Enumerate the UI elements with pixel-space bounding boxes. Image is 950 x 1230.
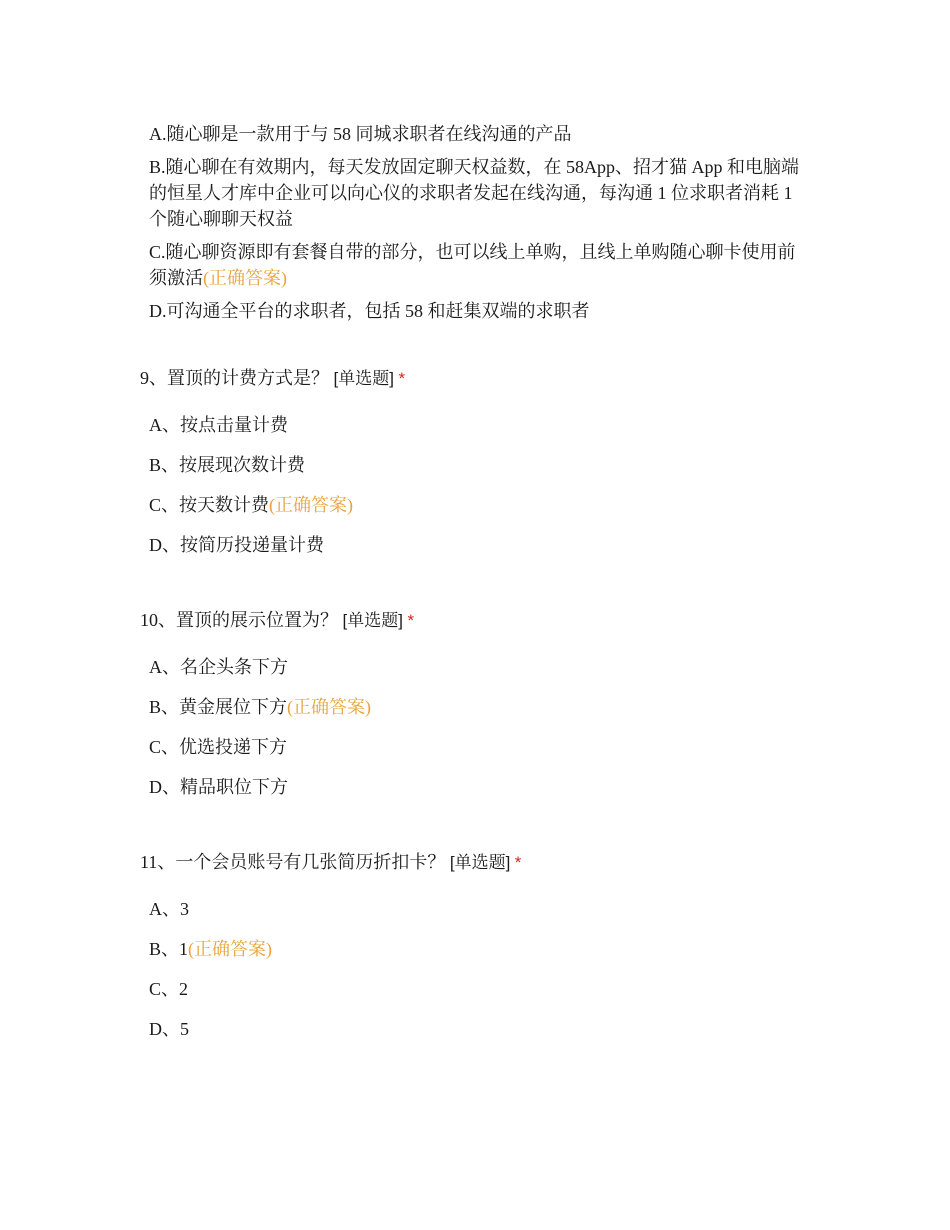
- option-a: [149, 654, 820, 680]
- question-title: [140, 365, 820, 392]
- question-text: 9、置顶的计费方式是？: [140, 368, 329, 388]
- option-b: [149, 694, 820, 720]
- required-mark: *: [407, 611, 415, 630]
- question-9: [140, 365, 820, 572]
- option-d: [149, 298, 809, 324]
- question-11: [140, 849, 820, 1056]
- required-mark: *: [398, 369, 406, 388]
- previous-question-options: [149, 121, 809, 331]
- option-label: D、5: [149, 1019, 189, 1039]
- option-d: [149, 774, 820, 800]
- option-a: [149, 121, 809, 147]
- option-c: [149, 492, 820, 518]
- option-label: A、按点击量计费: [149, 415, 288, 435]
- option-label: B、1: [149, 939, 189, 959]
- option-b: [149, 936, 820, 962]
- option-label: B、黄金展位下方: [149, 697, 288, 717]
- question-text: 10、置顶的展示位置为？: [140, 610, 338, 630]
- option-a: [149, 412, 820, 438]
- option-label: C.随心聊资源即有套餐自带的部分，也可以线上单购，且线上单购随心聊卡使用前须激活: [149, 242, 796, 288]
- option-label: B.随心聊在有效期内，每天发放固定聊天权益数，在 58App、招才猫 App 和电脑端的恒星人才库中企业可以向心仪的求职者发起在线沟通，每沟通 1 位求职者消耗 1 个随心聊聊天权益: [149, 157, 800, 229]
- question-title: [140, 849, 820, 876]
- correct-answer-tag: (正确答案): [287, 697, 372, 717]
- option-c: [149, 976, 820, 1002]
- question-type: [单选题]: [449, 853, 511, 872]
- option-label: D.可沟通全平台的求职者，包括 58 和赶集双端的求职者: [149, 301, 590, 321]
- option-b: [149, 154, 809, 232]
- question-type: [单选题]: [342, 611, 403, 630]
- correct-answer-tag: (正确答案): [188, 939, 273, 959]
- question-type: [单选题]: [333, 369, 394, 388]
- option-label: C、优选投递下方: [149, 737, 288, 757]
- option-d: [149, 532, 820, 558]
- option-label: A.随心聊是一款用于与 58 同城求职者在线沟通的产品: [149, 124, 572, 144]
- question-text: 11、一个会员账号有几张简历折扣卡？: [140, 852, 446, 872]
- option-label: A、名企头条下方: [149, 657, 288, 677]
- option-c: [149, 734, 820, 760]
- option-b: [149, 452, 820, 478]
- option-c: [149, 239, 809, 291]
- option-label: B、按展现次数计费: [149, 455, 306, 475]
- option-label: C、按天数计费: [149, 495, 270, 515]
- option-d: [149, 1016, 820, 1042]
- required-mark: *: [514, 853, 522, 872]
- option-label: C、2: [149, 979, 189, 999]
- option-a: [149, 896, 820, 922]
- question-title: [140, 607, 820, 634]
- question-10: [140, 607, 820, 814]
- option-label: D、精品职位下方: [149, 777, 288, 797]
- option-label: D、按简历投递量计费: [149, 535, 324, 555]
- correct-answer-tag: (正确答案): [203, 268, 287, 288]
- correct-answer-tag: (正确答案): [269, 495, 354, 515]
- option-label: A、3: [149, 899, 189, 919]
